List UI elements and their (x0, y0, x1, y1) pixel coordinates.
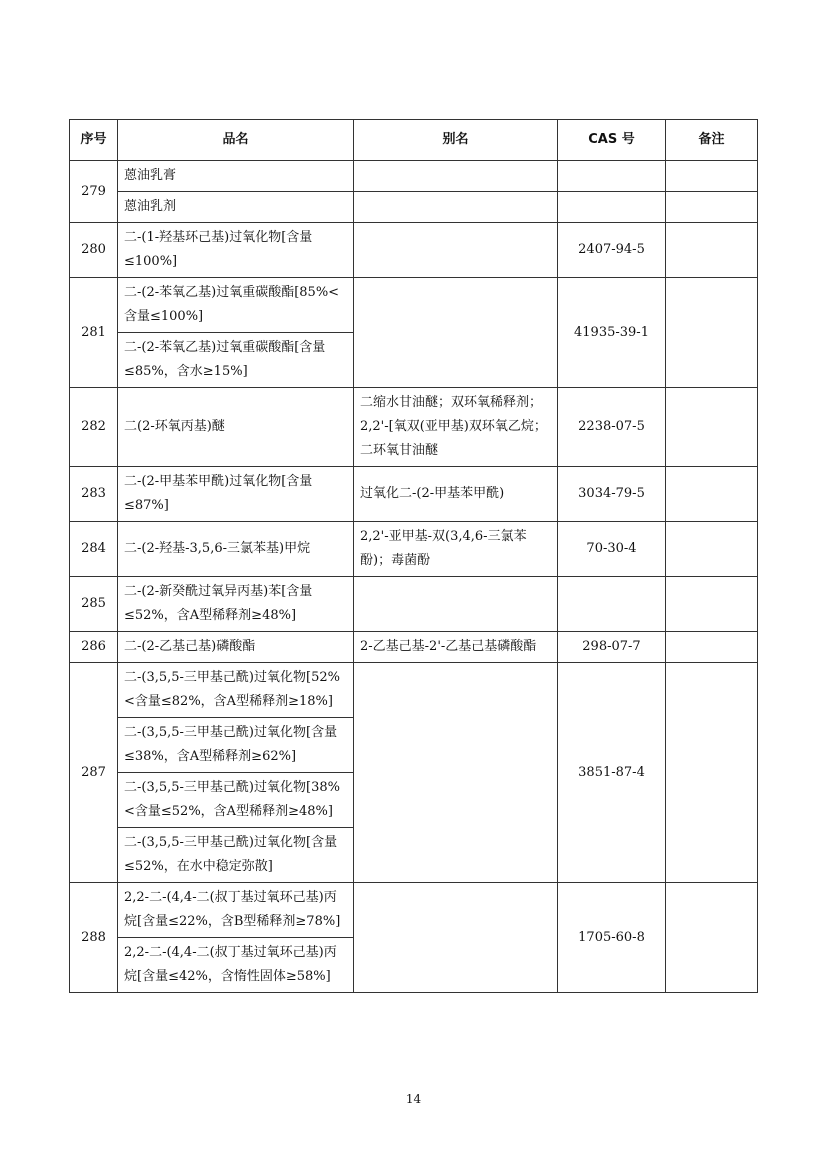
product-name: 二-(2-乙基己基)磷酸酯 (118, 632, 354, 663)
product-name: 二-(2-苯氧乙基)过氧重碳酸酯[85%<含量≤100%] (118, 278, 354, 333)
table-row (70, 577, 758, 632)
remark-cell (666, 467, 758, 522)
table-row (70, 278, 758, 333)
product-name: 2,2-二-(4,4-二(叔丁基过氧环己基)丙烷[含量≤42%，含惰性固体≥58%] (118, 938, 354, 993)
product-name: 2,2-二-(4,4-二(叔丁基过氧环己基)丙烷[含量≤22%，含B型稀释剂≥78%] (118, 883, 354, 938)
cas-cell (558, 577, 666, 632)
table-row (70, 632, 758, 663)
cas-number: 298-07-7 (558, 632, 666, 663)
table-row (70, 192, 758, 223)
cas-number: 3851-87-4 (558, 663, 666, 883)
alias-text: 2,2'-亚甲基-双(3,4,6-三氯苯酚)；毒菌酚 (354, 522, 558, 577)
remark-cell (666, 522, 758, 577)
remark-cell (666, 278, 758, 388)
row-number: 285 (70, 577, 118, 632)
cas-number: 2238-07-5 (558, 388, 666, 467)
product-name: 二-(1-羟基环己基)过氧化物[含量≤100%] (118, 223, 354, 278)
cas-number: 2407-94-5 (558, 223, 666, 278)
row-number: 286 (70, 632, 118, 663)
cas-number: 1705-60-8 (558, 883, 666, 993)
row-number: 282 (70, 388, 118, 467)
table-row (70, 883, 758, 938)
table-row (70, 522, 758, 577)
row-number: 288 (70, 883, 118, 993)
cas-number: 41935-39-1 (558, 278, 666, 388)
header-alias: 别名 (354, 120, 558, 161)
product-name: 二-(2-新癸酰过氧异丙基)苯[含量≤52%，含A型稀释剂≥48%] (118, 577, 354, 632)
cas-number: 70-30-4 (558, 522, 666, 577)
table-row (70, 467, 758, 522)
alias-cell (354, 278, 558, 388)
header-no: 序号 (70, 120, 118, 161)
row-number: 279 (70, 161, 118, 223)
product-name: 二-(2-羟基-3,5,6-三氯苯基)甲烷 (118, 522, 354, 577)
header-name: 品名 (118, 120, 354, 161)
product-name: 二-(2-甲基苯甲酰)过氧化物[含量≤87%] (118, 467, 354, 522)
row-number: 284 (70, 522, 118, 577)
product-name: 蒽油乳膏 (118, 161, 354, 192)
header-remark: 备注 (666, 120, 758, 161)
alias-cell (354, 161, 558, 192)
table-row (70, 663, 758, 718)
alias-cell (354, 192, 558, 223)
row-number: 283 (70, 467, 118, 522)
alias-cell (354, 663, 558, 883)
product-name: 二-(2-苯氧乙基)过氧重碳酸酯[含量≤85%，含水≥15%] (118, 333, 354, 388)
chemical-table (69, 119, 758, 993)
alias-cell (354, 223, 558, 278)
header-cas: CAS 号 (558, 120, 666, 161)
product-name: 蒽油乳剂 (118, 192, 354, 223)
remark-cell (666, 577, 758, 632)
product-name: 二-(3,5,5-三甲基己酰)过氧化物[38%<含量≤52%，含A型稀释剂≥48%] (118, 773, 354, 828)
table-header-row (70, 120, 758, 161)
remark-cell (666, 192, 758, 223)
remark-cell (666, 632, 758, 663)
alias-text: 2-乙基己基-2'-乙基己基磷酸酯 (354, 632, 558, 663)
alias-cell (354, 577, 558, 632)
remark-cell (666, 883, 758, 993)
cas-number: 3034-79-5 (558, 467, 666, 522)
row-number: 280 (70, 223, 118, 278)
remark-cell (666, 223, 758, 278)
page-number: 14 (405, 1092, 422, 1106)
row-number: 287 (70, 663, 118, 883)
product-name: 二-(3,5,5-三甲基己酰)过氧化物[含量≤52%，在水中稳定弥散] (118, 828, 354, 883)
product-name: 二(2-环氧丙基)醚 (118, 388, 354, 467)
table-row (70, 388, 758, 467)
table-row (70, 161, 758, 192)
alias-cell (354, 883, 558, 993)
alias-text: 过氧化二-(2-甲基苯甲酰) (354, 467, 558, 522)
cas-cell (558, 161, 666, 192)
alias-text: 二缩水甘油醚；双环氧稀释剂；2,2'-[氧双(亚甲基)双环氧乙烷；二环氧甘油醚 (354, 388, 558, 467)
remark-cell (666, 663, 758, 883)
table-row (70, 223, 758, 278)
remark-cell (666, 161, 758, 192)
cas-cell (558, 192, 666, 223)
row-number: 281 (70, 278, 118, 388)
remark-cell (666, 388, 758, 467)
product-name: 二-(3,5,5-三甲基己酰)过氧化物[含量≤38%，含A型稀释剂≥62%] (118, 718, 354, 773)
product-name: 二-(3,5,5-三甲基己酰)过氧化物[52%<含量≤82%，含A型稀释剂≥18%] (118, 663, 354, 718)
